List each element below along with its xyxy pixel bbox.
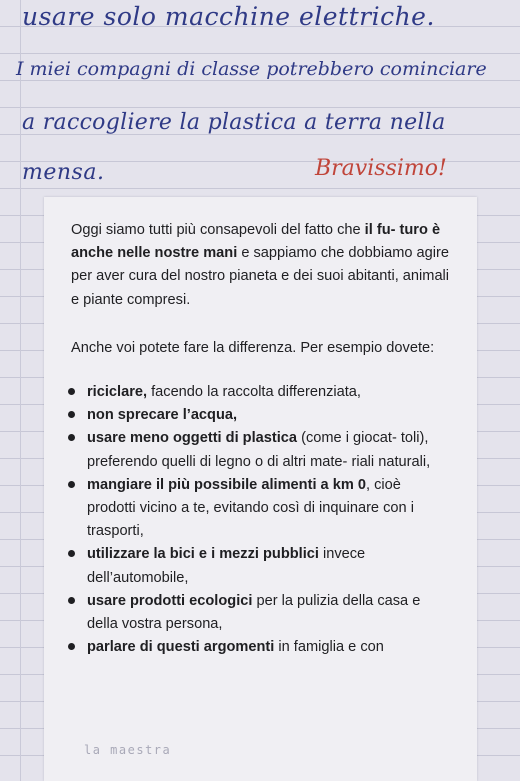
list-item-bold: riciclare,: [87, 384, 148, 401]
list-item-bold: mangiare il più possibile alimenti a km 0: [87, 476, 366, 493]
handwritten-line-4: mensa.: [22, 160, 105, 185]
list-item-text: in famiglia e con: [274, 639, 384, 656]
list-item: [71, 543, 447, 589]
intro-text-bold: il fu- turo è anche nelle nostre mani: [71, 222, 441, 262]
list-item-text: invece dell’automobile,: [87, 546, 366, 586]
printed-card: [44, 197, 477, 781]
list-item: [71, 636, 447, 659]
second-paragraph: Anche voi potete fare la differenza. Per esempio dovete:: [71, 339, 435, 356]
actions-list: [71, 381, 465, 659]
list-item-bold: usare meno oggetti di plastica: [87, 430, 298, 447]
list-item-bold: utilizzare la bici e i mezzi pubblici: [87, 546, 319, 563]
intro-text-a: Oggi siamo tutti più consapevoli del fatto che: [71, 222, 365, 238]
list-item-bold: usare prodotti ecologici: [87, 592, 253, 609]
list-item-text: per la pulizia della casa e della vostra persona,: [87, 592, 421, 633]
handwritten-line-2: I miei compagni di classe potrebbero cominciare: [16, 58, 487, 80]
list-item-text: , cioè prodotti vicino a te, evitando così di inquinare con i trasporti,: [87, 476, 414, 540]
list-item: [71, 590, 447, 636]
intro-paragraph: [71, 219, 453, 312]
margin-line: [20, 0, 21, 781]
list-item-text: (come i giocat- toli), preferendo quelli di legno o di altri mate- riali naturali,: [87, 430, 431, 470]
handwritten-line-3: a raccogliere la plastica a terra nella: [22, 110, 446, 135]
footer-note: la maestra: [84, 743, 172, 757]
list-item: [71, 427, 447, 473]
list-item: [71, 381, 447, 404]
teacher-grade: Bravissimo!: [315, 156, 447, 181]
list-item: [71, 404, 447, 427]
list-item-bold: parlare di questi argomenti: [87, 639, 275, 656]
list-item: [71, 474, 447, 544]
intro-text-c: e sappiamo che dobbiamo agire per aver cura del nostro pianeta e dei suoi abitanti, animali e piante compresi.: [71, 245, 450, 308]
handwritten-line-1: usare solo macchine elettriche.: [22, 2, 435, 31]
list-item-bold: non sprecare l’acqua,: [87, 407, 238, 424]
list-item-text: facendo la raccolta differenziata,: [147, 384, 361, 401]
